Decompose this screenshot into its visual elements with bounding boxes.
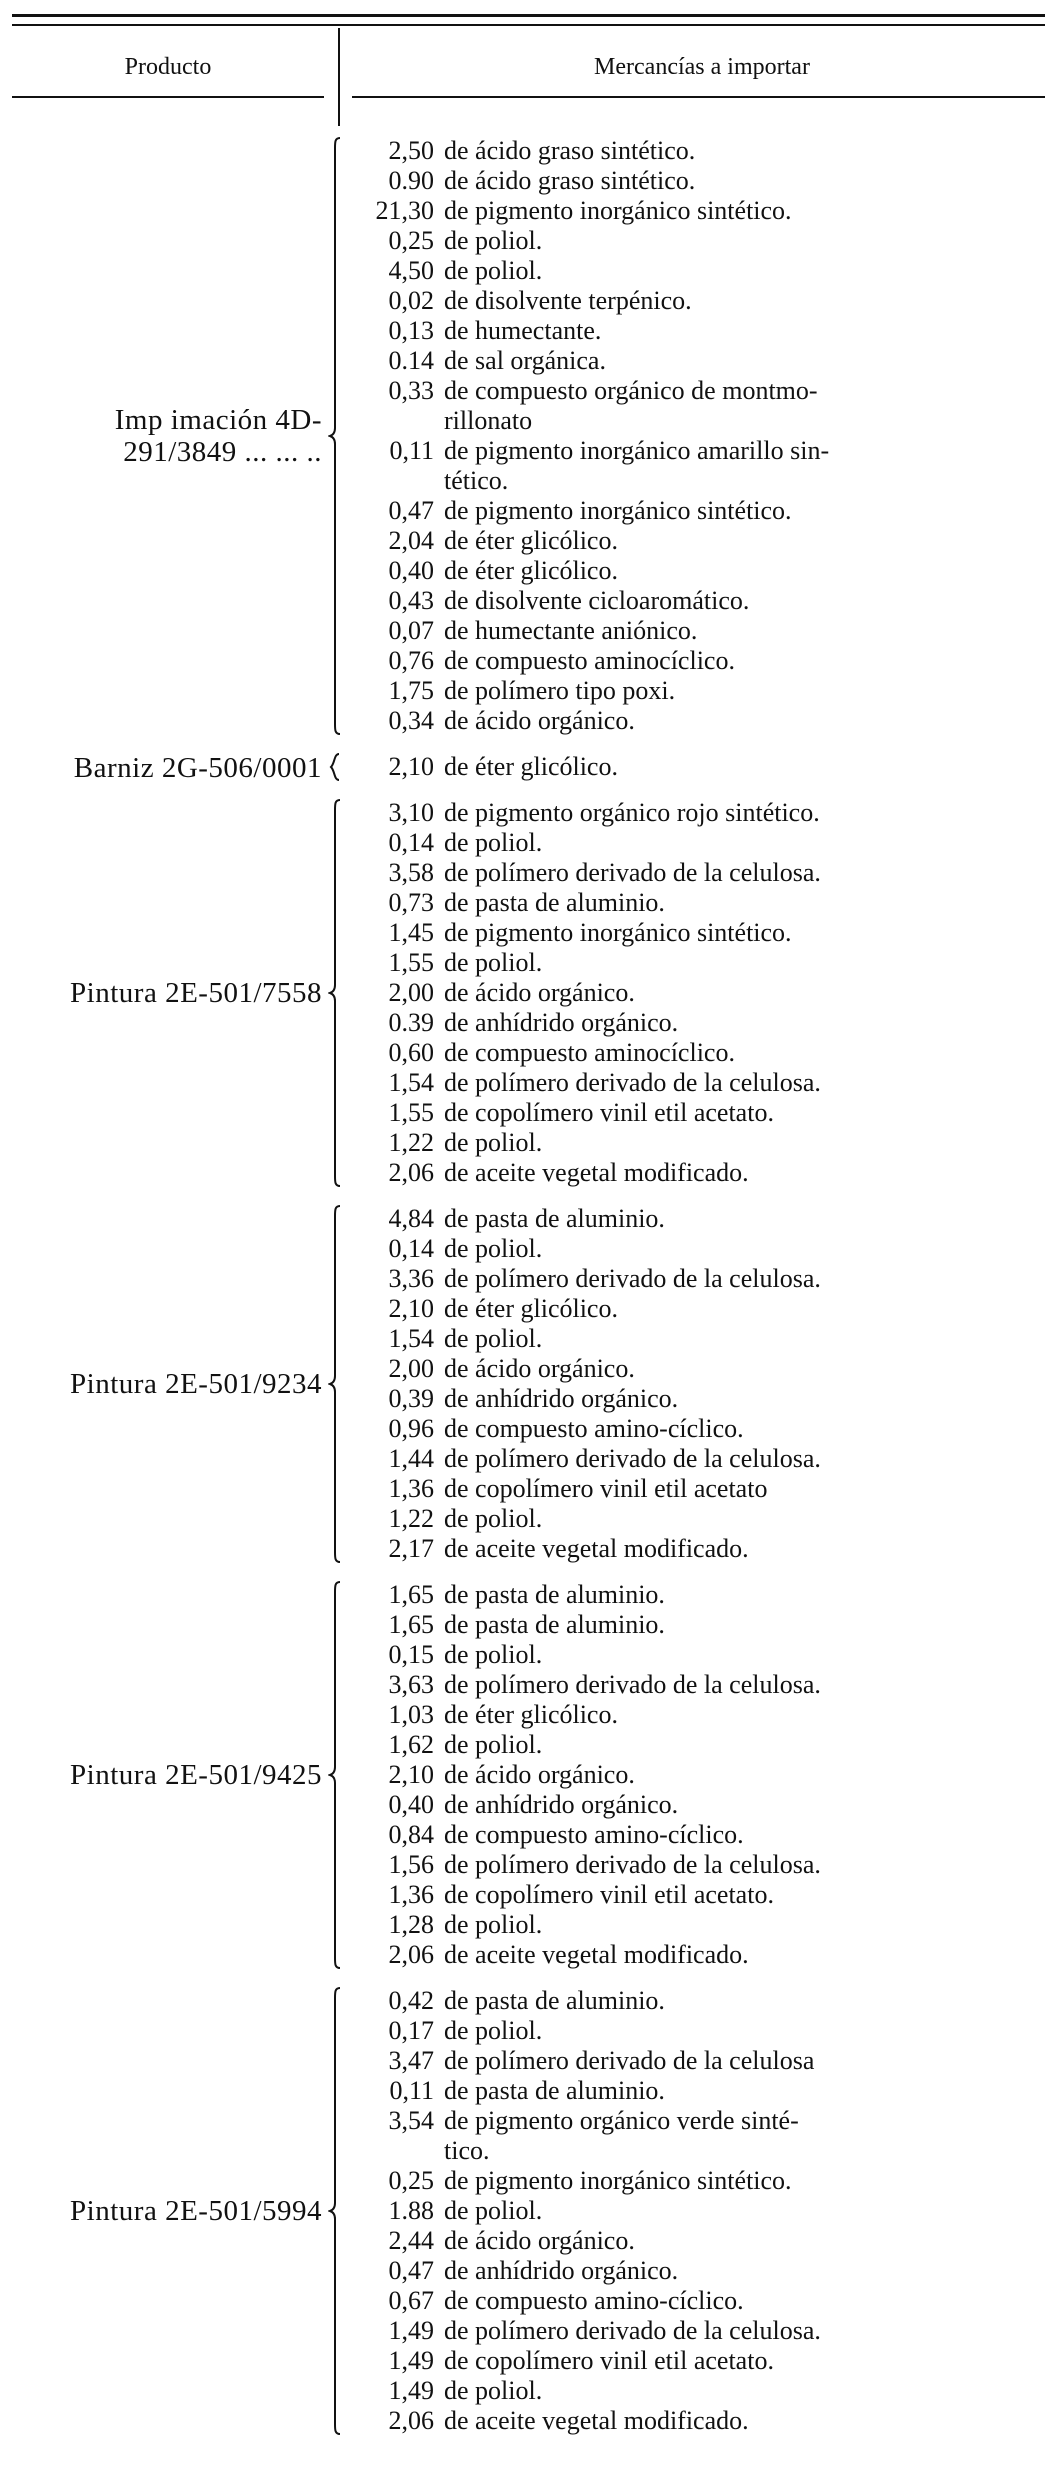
list-item bbox=[350, 948, 1050, 978]
goods-description: de éter glicólico. bbox=[444, 556, 618, 585]
goods-description: de anhídrido orgánico. bbox=[444, 1384, 679, 1413]
quantity: 0,25 bbox=[388, 2166, 434, 2195]
list-item bbox=[350, 526, 1050, 556]
quantity: 1.88 bbox=[388, 2196, 434, 2225]
quantity: 0,11 bbox=[389, 2076, 434, 2105]
goods-description: de éter glicólico. bbox=[444, 526, 618, 555]
goods-description: de pigmento inorgánico amarillo sin- bbox=[444, 436, 830, 465]
list-item bbox=[350, 196, 1050, 226]
product-group bbox=[0, 1986, 1063, 2436]
list-item bbox=[350, 1700, 1050, 1730]
list-item bbox=[350, 1038, 1050, 1068]
goods-description: de polímero derivado de la celulosa. bbox=[444, 2316, 821, 2345]
curly-brace-icon bbox=[328, 798, 342, 1188]
quantity: 2,10 bbox=[388, 752, 434, 781]
quantity: 0,17 bbox=[388, 2016, 434, 2045]
goods-description: de copolímero vinil etil acetato bbox=[444, 1474, 768, 1503]
quantity: 3,63 bbox=[388, 1670, 434, 1699]
goods-description: de poliol. bbox=[444, 256, 543, 285]
goods-description: de poliol. bbox=[444, 2376, 543, 2405]
goods-description: de pasta de aluminio. bbox=[444, 1204, 665, 1233]
quantity: 0,39 bbox=[388, 1384, 434, 1413]
product-name bbox=[12, 977, 322, 1009]
list-item bbox=[350, 2136, 1050, 2166]
goods-description: de poliol. bbox=[444, 1128, 543, 1157]
list-item bbox=[350, 858, 1050, 888]
list-item bbox=[350, 226, 1050, 256]
quantity: 0,13 bbox=[388, 316, 434, 345]
list-item bbox=[350, 2076, 1050, 2106]
quantity: 0,40 bbox=[388, 556, 434, 585]
list-item bbox=[350, 316, 1050, 346]
goods-description: de humectante. bbox=[444, 316, 602, 345]
quantity: 2,04 bbox=[388, 526, 434, 555]
product-name-line: Barniz 2G-506/0001 bbox=[73, 752, 322, 784]
quantity: 1,55 bbox=[388, 948, 434, 977]
goods-description: de polímero tipo poxi. bbox=[444, 676, 676, 705]
goods-description: de ácido orgánico. bbox=[444, 1760, 635, 1789]
quantity: 0,14 bbox=[388, 828, 434, 857]
quantity: 1,22 bbox=[388, 1504, 434, 1533]
quantity: 1,03 bbox=[388, 1700, 434, 1729]
quantity: 1,49 bbox=[388, 2316, 434, 2345]
list-item bbox=[350, 376, 1050, 406]
goods-description: de pigmento inorgánico sintético. bbox=[444, 2166, 792, 2195]
quantity: 2,06 bbox=[388, 1158, 434, 1187]
list-item bbox=[350, 1008, 1050, 1038]
goods-description: de poliol. bbox=[444, 2016, 543, 2045]
goods-description: de aceite vegetal modificado. bbox=[444, 1534, 749, 1563]
list-item bbox=[350, 616, 1050, 646]
list-item bbox=[350, 1910, 1050, 1940]
product-name bbox=[12, 404, 322, 468]
list-item bbox=[350, 466, 1050, 496]
list-item bbox=[350, 2016, 1050, 2046]
list-item bbox=[350, 1128, 1050, 1158]
quantity: 1,56 bbox=[388, 1850, 434, 1879]
quantity: 2,50 bbox=[388, 136, 434, 165]
quantity: 1,49 bbox=[388, 2376, 434, 2405]
list-item bbox=[350, 496, 1050, 526]
quantity: 1,45 bbox=[388, 918, 434, 947]
list-item bbox=[350, 752, 1050, 782]
goods-description: de poliol. bbox=[444, 1504, 543, 1533]
goods-description: de humectante aniónico. bbox=[444, 616, 698, 645]
goods-description: de pigmento inorgánico sintético. bbox=[444, 918, 792, 947]
top-double-rule-lower bbox=[12, 24, 1045, 26]
goods-description: tico. bbox=[444, 2136, 490, 2165]
goods-description: de polímero derivado de la celulosa. bbox=[444, 858, 821, 887]
quantity: 0,14 bbox=[388, 1234, 434, 1263]
goods-description: de disolvente terpénico. bbox=[444, 286, 692, 315]
list-item bbox=[350, 646, 1050, 676]
quantity: 0,67 bbox=[388, 2286, 434, 2315]
goods-description: de pigmento inorgánico sintético. bbox=[444, 196, 792, 225]
list-item bbox=[350, 1354, 1050, 1384]
quantity: 0,47 bbox=[388, 2256, 434, 2285]
list-item bbox=[350, 346, 1050, 376]
goods-description: de polímero derivado de la celulosa. bbox=[444, 1444, 821, 1473]
quantity: 1,36 bbox=[388, 1880, 434, 1909]
goods-description: de polímero derivado de la celulosa bbox=[444, 2046, 815, 2075]
list-item bbox=[350, 406, 1050, 436]
list-item bbox=[350, 2196, 1050, 2226]
list-item bbox=[350, 2316, 1050, 2346]
goods-description: de ácido orgánico. bbox=[444, 978, 635, 1007]
goods-description: de pigmento orgánico verde sinté- bbox=[444, 2106, 799, 2135]
quantity: 2,17 bbox=[388, 1534, 434, 1563]
product-group bbox=[0, 1580, 1063, 1970]
quantity: 0,84 bbox=[388, 1820, 434, 1849]
quantity: 2,06 bbox=[388, 2406, 434, 2435]
list-item bbox=[350, 2226, 1050, 2256]
product-name-line: Pintura 2E-501/5994 bbox=[70, 2195, 322, 2227]
column-header-goods: Mercancías a importar bbox=[594, 54, 810, 80]
list-item bbox=[350, 1986, 1050, 2016]
list-item bbox=[350, 1234, 1050, 1264]
header-rule-product bbox=[12, 96, 324, 98]
quantity: 1,36 bbox=[388, 1474, 434, 1503]
quantity: 0,43 bbox=[388, 586, 434, 615]
quantity: 2,44 bbox=[388, 2226, 434, 2255]
list-item bbox=[350, 1940, 1050, 1970]
goods-description: de ácido graso sintético. bbox=[444, 136, 696, 165]
product-name-line: Pintura 2E-501/9425 bbox=[70, 1759, 322, 1791]
goods-description: de compuesto amino-cíclico. bbox=[444, 2286, 744, 2315]
goods-description: de polímero derivado de la celulosa. bbox=[444, 1850, 821, 1879]
goods-description: de poliol. bbox=[444, 1730, 543, 1759]
quantity: 21,30 bbox=[375, 196, 434, 225]
list-item bbox=[350, 2346, 1050, 2376]
goods-description: de polímero derivado de la celulosa. bbox=[444, 1068, 821, 1097]
quantity: 3,10 bbox=[388, 798, 434, 827]
list-item bbox=[350, 1324, 1050, 1354]
goods-description: de poliol. bbox=[444, 1640, 543, 1669]
curly-brace-icon bbox=[328, 1204, 342, 1564]
list-item bbox=[350, 286, 1050, 316]
list-item bbox=[350, 1204, 1050, 1234]
goods-description: de pasta de aluminio. bbox=[444, 888, 665, 917]
quantity: 1,22 bbox=[388, 1128, 434, 1157]
list-item bbox=[350, 978, 1050, 1008]
list-item bbox=[350, 1730, 1050, 1760]
quantity: 1,44 bbox=[388, 1444, 434, 1473]
goods-description: de anhídrido orgánico. bbox=[444, 1008, 679, 1037]
list-item bbox=[350, 2406, 1050, 2436]
quantity: 1,54 bbox=[388, 1068, 434, 1097]
product-group bbox=[0, 1204, 1063, 1564]
quantity: 0,42 bbox=[388, 1986, 434, 2015]
goods-description: de aceite vegetal modificado. bbox=[444, 1940, 749, 1969]
product-name bbox=[12, 2195, 322, 2227]
quantity: 4,50 bbox=[388, 256, 434, 285]
list-item bbox=[350, 166, 1050, 196]
column-header-product: Producto bbox=[124, 54, 212, 80]
goods-description: de copolímero vinil etil acetato. bbox=[444, 1880, 774, 1909]
goods-description: de polímero derivado de la celulosa. bbox=[444, 1670, 821, 1699]
goods-description: de disolvente cicloaromático. bbox=[444, 586, 750, 615]
list-item bbox=[350, 1158, 1050, 1188]
goods-description: de aceite vegetal modificado. bbox=[444, 1158, 749, 1187]
curly-brace-icon bbox=[328, 1986, 342, 2436]
goods-description: de éter glicólico. bbox=[444, 1294, 618, 1323]
quantity: 0,40 bbox=[388, 1790, 434, 1819]
product-group bbox=[0, 752, 1063, 782]
list-item bbox=[350, 2256, 1050, 2286]
header-rule-goods bbox=[352, 96, 1045, 98]
quantity: 1,75 bbox=[388, 676, 434, 705]
goods-description: de ácido orgánico. bbox=[444, 1354, 635, 1383]
list-item bbox=[350, 1580, 1050, 1610]
list-item bbox=[350, 1414, 1050, 1444]
quantity: 0,73 bbox=[388, 888, 434, 917]
list-item bbox=[350, 1850, 1050, 1880]
goods-description: de pasta de aluminio. bbox=[444, 2076, 665, 2105]
list-item bbox=[350, 1820, 1050, 1850]
goods-description: de compuesto amino-cíclico. bbox=[444, 1414, 744, 1443]
quantity: 1,28 bbox=[388, 1910, 434, 1939]
goods-description: de copolímero vinil etil acetato. bbox=[444, 1098, 774, 1127]
quantity: 1,54 bbox=[388, 1324, 434, 1353]
product-group bbox=[0, 798, 1063, 1188]
goods-description: de ácido orgánico. bbox=[444, 706, 635, 735]
goods-description: de pigmento inorgánico sintético. bbox=[444, 496, 792, 525]
quantity: 4,84 bbox=[388, 1204, 434, 1233]
goods-description: de ácido orgánico. bbox=[444, 2226, 635, 2255]
quantity: 0,47 bbox=[388, 496, 434, 525]
goods-description: de poliol. bbox=[444, 948, 543, 977]
goods-description: de sal orgánica. bbox=[444, 346, 606, 375]
list-item bbox=[350, 1474, 1050, 1504]
goods-description: de aceite vegetal modificado. bbox=[444, 2406, 749, 2435]
list-item bbox=[350, 2286, 1050, 2316]
header-column-divider bbox=[338, 28, 340, 126]
list-item bbox=[350, 1670, 1050, 1700]
list-item bbox=[350, 1384, 1050, 1414]
quantity: 0,11 bbox=[389, 436, 434, 465]
goods-description: de poliol. bbox=[444, 2196, 543, 2225]
quantity: 3,47 bbox=[388, 2046, 434, 2075]
quantity: 1,65 bbox=[388, 1580, 434, 1609]
quantity: 1,62 bbox=[388, 1730, 434, 1759]
list-item bbox=[350, 1098, 1050, 1128]
product-group bbox=[0, 136, 1063, 736]
goods-description: de compuesto aminocíclico. bbox=[444, 1038, 735, 1067]
goods-description: de pasta de aluminio. bbox=[444, 1580, 665, 1609]
quantity: 0,02 bbox=[388, 286, 434, 315]
list-item bbox=[350, 256, 1050, 286]
quantity: 0,15 bbox=[388, 1640, 434, 1669]
goods-description: de poliol. bbox=[444, 828, 543, 857]
quantity: 1,65 bbox=[388, 1610, 434, 1639]
goods-description: de compuesto orgánico de montmo- bbox=[444, 376, 818, 405]
product-name bbox=[12, 752, 322, 784]
quantity: 0,34 bbox=[388, 706, 434, 735]
goods-description: de éter glicólico. bbox=[444, 752, 618, 781]
quantity: 3,36 bbox=[388, 1264, 434, 1293]
quantity: 0.90 bbox=[388, 166, 434, 195]
goods-description: tético. bbox=[444, 466, 509, 495]
goods-description: de polímero derivado de la celulosa. bbox=[444, 1264, 821, 1293]
list-item bbox=[350, 828, 1050, 858]
quantity: 2,10 bbox=[388, 1294, 434, 1323]
quantity: 0,07 bbox=[388, 616, 434, 645]
goods-list bbox=[350, 136, 1050, 736]
list-item bbox=[350, 1264, 1050, 1294]
product-name bbox=[12, 1368, 322, 1400]
goods-description: rillonato bbox=[444, 406, 533, 435]
product-name bbox=[12, 1759, 322, 1791]
quantity: 3,54 bbox=[388, 2106, 434, 2135]
list-item bbox=[350, 2106, 1050, 2136]
product-name-line: Pintura 2E-501/7558 bbox=[70, 977, 322, 1009]
quantity: 0.39 bbox=[388, 1008, 434, 1037]
list-item bbox=[350, 676, 1050, 706]
list-item bbox=[350, 918, 1050, 948]
goods-list bbox=[350, 752, 1050, 782]
list-item bbox=[350, 1444, 1050, 1474]
goods-description: de poliol. bbox=[444, 226, 543, 255]
quantity: 0,96 bbox=[388, 1414, 434, 1443]
list-item bbox=[350, 2046, 1050, 2076]
top-double-rule-upper bbox=[12, 14, 1045, 17]
goods-description: de pigmento orgánico rojo sintético. bbox=[444, 798, 820, 827]
quantity: 1,49 bbox=[388, 2346, 434, 2375]
curly-brace-icon bbox=[328, 752, 342, 782]
quantity: 2,00 bbox=[388, 1354, 434, 1383]
goods-description: de compuesto amino-cíclico. bbox=[444, 1820, 744, 1849]
goods-description: de pasta de aluminio. bbox=[444, 1986, 665, 2015]
list-item bbox=[350, 1790, 1050, 1820]
goods-description: de ácido graso sintético. bbox=[444, 166, 696, 195]
goods-description: de anhídrido orgánico. bbox=[444, 2256, 679, 2285]
quantity: 3,58 bbox=[388, 858, 434, 887]
product-name-line: Imp imación 4D- bbox=[114, 404, 322, 436]
product-name-line: Pintura 2E-501/9234 bbox=[70, 1368, 322, 1400]
list-item bbox=[350, 1294, 1050, 1324]
goods-list bbox=[350, 1986, 1050, 2436]
curly-brace-icon bbox=[328, 1580, 342, 1970]
list-item bbox=[350, 1760, 1050, 1790]
goods-list bbox=[350, 1580, 1050, 1970]
list-item bbox=[350, 888, 1050, 918]
quantity: 1,55 bbox=[388, 1098, 434, 1127]
list-item bbox=[350, 798, 1050, 828]
product-name-line: 291/3849 ... ... .. bbox=[123, 436, 322, 468]
goods-description: de poliol. bbox=[444, 1910, 543, 1939]
list-item bbox=[350, 1640, 1050, 1670]
list-item bbox=[350, 1504, 1050, 1534]
goods-description: de poliol. bbox=[444, 1234, 543, 1263]
list-item bbox=[350, 2166, 1050, 2196]
quantity: 0,60 bbox=[388, 1038, 434, 1067]
goods-description: de anhídrido orgánico. bbox=[444, 1790, 679, 1819]
list-item bbox=[350, 1880, 1050, 1910]
goods-description: de copolímero vinil etil acetato. bbox=[444, 2346, 774, 2375]
curly-brace-icon bbox=[328, 136, 342, 736]
list-item bbox=[350, 1534, 1050, 1564]
list-item bbox=[350, 436, 1050, 466]
list-item bbox=[350, 586, 1050, 616]
goods-list bbox=[350, 1204, 1050, 1564]
quantity: 2,00 bbox=[388, 978, 434, 1007]
quantity: 0.14 bbox=[388, 346, 434, 375]
list-item bbox=[350, 556, 1050, 586]
goods-description: de pasta de aluminio. bbox=[444, 1610, 665, 1639]
goods-description: de compuesto aminocíclico. bbox=[444, 646, 735, 675]
goods-description: de poliol. bbox=[444, 1324, 543, 1353]
list-item bbox=[350, 1068, 1050, 1098]
quantity: 0,76 bbox=[388, 646, 434, 675]
quantity: 2,06 bbox=[388, 1940, 434, 1969]
list-item bbox=[350, 2376, 1050, 2406]
goods-description: de éter glicólico. bbox=[444, 1700, 618, 1729]
list-item bbox=[350, 706, 1050, 736]
list-item bbox=[350, 1610, 1050, 1640]
goods-list bbox=[350, 798, 1050, 1188]
quantity: 0,25 bbox=[388, 226, 434, 255]
list-item bbox=[350, 136, 1050, 166]
quantity: 2,10 bbox=[388, 1760, 434, 1789]
quantity: 0,33 bbox=[388, 376, 434, 405]
